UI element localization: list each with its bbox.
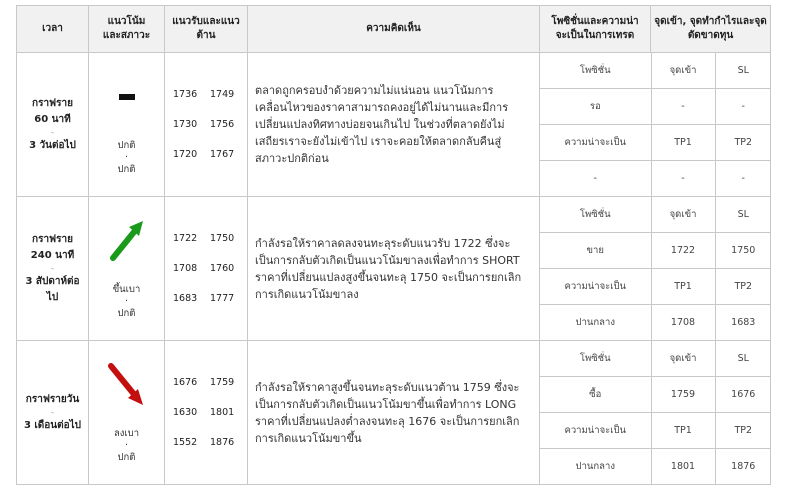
trend-cell [89, 53, 165, 197]
entry-value: - [651, 89, 715, 125]
market-condition: ปกติ [117, 451, 136, 463]
level-pair [173, 80, 247, 110]
levels-cell [165, 197, 248, 341]
tp1-value: 1708 [651, 305, 715, 341]
entry-value: 1722 [651, 233, 715, 269]
header-position: โพซิชั่นและความน่าจะเป็นในการเทรด [540, 6, 651, 53]
support-level: 1552 [173, 437, 198, 448]
tp2-label: TP2 [715, 125, 771, 161]
table-row [17, 341, 771, 485]
resistance-level: 1760 [210, 263, 235, 274]
resistance-level: 1767 [210, 149, 235, 160]
resistance-level: 1876 [210, 437, 235, 448]
timeframe-line-2: 240 นาที [30, 249, 75, 261]
support-level: 1683 [173, 293, 198, 304]
entry-value: 1759 [651, 377, 715, 413]
support-level: 1676 [173, 377, 198, 388]
timeframe-line-2: 60 นาที [34, 113, 71, 125]
probability-value: ปานกลาง [575, 317, 615, 328]
comment-cell: กำลังรอให้ราคาลดลงจนทะลุระดับแนวรับ 1722 ซึ่งจะเป็นการกลับตัวเกิดเป็นแนวโน้มขาลงเพื่อทำการ SHORT ราคาที่เปลี่ยนแปลงสูงขึ้นจนทะลุ 1750 จะเป็นการยกเลิกการเกิดแนวโน้มขาลง [248, 197, 540, 341]
header-trend: แนวโน้มและสภาวะ [89, 6, 165, 53]
position-grid-row [540, 197, 771, 233]
trend-state: ลงเบา [113, 427, 140, 439]
level-pair [173, 110, 247, 140]
position-grid-row [540, 449, 771, 485]
timeframe-line-3: 3 สัปดาห์ต่อไป [25, 275, 80, 303]
timeframe-line-1: กราฟราย [32, 97, 73, 109]
trend-separator: · [124, 295, 129, 307]
level-pair [173, 254, 247, 284]
levels-cell [165, 341, 248, 485]
tp1-label: TP1 [651, 413, 715, 449]
level-pair [173, 140, 247, 170]
sl-label: SL [715, 341, 771, 377]
sl-label: SL [715, 53, 771, 89]
level-pair [173, 398, 247, 428]
position-grid-row [540, 305, 771, 341]
timeframe-cell [17, 53, 89, 197]
table-row [17, 53, 771, 197]
level-pair [173, 368, 247, 398]
tp1-value: - [651, 161, 715, 197]
entry-label: จุดเข้า [651, 197, 715, 233]
support-level: 1730 [173, 119, 198, 130]
resistance-level: 1777 [210, 293, 235, 304]
tp2-value: 1683 [715, 305, 771, 341]
position-grid-row [540, 413, 771, 449]
sl-label: SL [715, 197, 771, 233]
position-grid-row [540, 89, 771, 125]
sl-value: 1676 [715, 377, 771, 413]
flat-bar-icon [89, 72, 164, 122]
position-grid [540, 53, 771, 196]
resistance-level: 1801 [210, 407, 235, 418]
trend-cell [89, 197, 165, 341]
timeframe-cell [17, 341, 89, 485]
forecast-table [16, 5, 771, 485]
position-label: โพซิชั่น [540, 341, 651, 377]
timeframe-cell [17, 197, 89, 341]
entry-label: จุดเข้า [651, 53, 715, 89]
timeframe-separator: - [51, 263, 54, 273]
header-time: เวลา [17, 6, 89, 53]
level-pair [173, 224, 247, 254]
timeframe-separator: - [51, 127, 54, 137]
entry-label: จุดเข้า [651, 341, 715, 377]
sl-value: - [715, 89, 771, 125]
tp2-value: - [715, 161, 771, 197]
tp1-label: TP1 [651, 125, 715, 161]
level-pair [173, 428, 247, 458]
position-grid-row [540, 233, 771, 269]
tp2-value: 1876 [715, 449, 771, 485]
tp2-label: TP2 [715, 269, 771, 305]
up-arrow-icon [89, 216, 164, 266]
position-grid-row [540, 269, 771, 305]
probability-value: - [593, 173, 597, 184]
support-level: 1630 [173, 407, 198, 418]
timeframe-line-3: 3 เดือนต่อไป [23, 419, 82, 431]
header-levels: แนวรับและแนวต้าน [165, 6, 248, 53]
forecast-table-wrapper [16, 5, 771, 485]
resistance-level: 1759 [210, 377, 235, 388]
market-condition: ปกติ [117, 307, 136, 319]
position-value: รอ [540, 89, 651, 125]
position-grid-row [540, 125, 771, 161]
position-grid-row [540, 53, 771, 89]
tp1-label: TP1 [651, 269, 715, 305]
tp2-label: TP2 [715, 413, 771, 449]
position-label: โพซิชั่น [540, 53, 651, 89]
position-value: ขาย [540, 233, 651, 269]
position-grid-row [540, 341, 771, 377]
support-level: 1720 [173, 149, 198, 160]
timeframe-separator: - [51, 407, 54, 417]
trend-state: ปกติ [117, 139, 136, 151]
position-grid-row [540, 377, 771, 413]
position-grid-row [540, 161, 771, 197]
timeframe-line-1: กราฟรายวัน [25, 393, 80, 405]
trend-cell [89, 341, 165, 485]
support-level: 1722 [173, 233, 198, 244]
comment-cell: ตลาดถูกครอบงำด้วยความไม่แน่นอน แนวโน้มการเคลื่อนไหวของราคาสามารถคงอยู่ได้ไม่นานและมีการเปลี่ยนแปลงทิศทางบ่อยจนเกินไป ในช่วงที่ตลาดยังไม่เสถียรเราจะยังไม่เข้าไป เราจะคอยให้ตลาดกลับคืนสู่สภาวะปกติก่อน [248, 53, 540, 197]
header-row [17, 6, 771, 53]
levels-cell [165, 53, 248, 197]
trend-separator: · [124, 151, 129, 163]
support-level: 1736 [173, 89, 198, 100]
trend-state: ขึ้นเบา [112, 283, 141, 295]
resistance-level: 1750 [210, 233, 235, 244]
tp1-value: 1801 [651, 449, 715, 485]
position-grid [540, 341, 771, 484]
probability-value: ปานกลาง [575, 461, 615, 472]
header-comment: ความคิดเห็น [248, 6, 540, 53]
timeframe-line-1: กราฟราย [32, 233, 73, 245]
timeframe-line-3: 3 วันต่อไป [29, 139, 76, 151]
trend-separator: · [124, 439, 129, 451]
position-grid-cell [540, 53, 771, 197]
position-grid [540, 197, 771, 340]
down-arrow-icon [89, 360, 164, 410]
sl-value: 1750 [715, 233, 771, 269]
probability-label: ความน่าจะเป็น [540, 269, 651, 305]
comment-cell: กำลังรอให้ราคาสูงขึ้นจนทะลุระดับแนวต้าน 1759 ซึ่งจะเป็นการกลับตัวเกิดเป็นแนวโน้มขาขึ้นเพื่อทำการ LONG ราคาที่เปลี่ยนแปลงต่ำลงจนทะลุ 1676 จะเป็นการยกเลิกการเกิดแนวโน้มขาขึ้น [248, 341, 540, 485]
market-condition: ปกติ [117, 163, 136, 175]
position-value: ซื้อ [540, 377, 651, 413]
resistance-level: 1756 [210, 119, 235, 130]
support-level: 1708 [173, 263, 198, 274]
header-entry: จุดเข้า, จุดทำกำไรและจุดตัดขาดทุน [651, 6, 771, 53]
probability-label: ความน่าจะเป็น [540, 125, 651, 161]
probability-label: ความน่าจะเป็น [540, 413, 651, 449]
position-grid-cell [540, 197, 771, 341]
position-grid-cell [540, 341, 771, 485]
resistance-level: 1749 [210, 89, 235, 100]
table-row [17, 197, 771, 341]
level-pair [173, 284, 247, 314]
position-label: โพซิชั่น [540, 197, 651, 233]
